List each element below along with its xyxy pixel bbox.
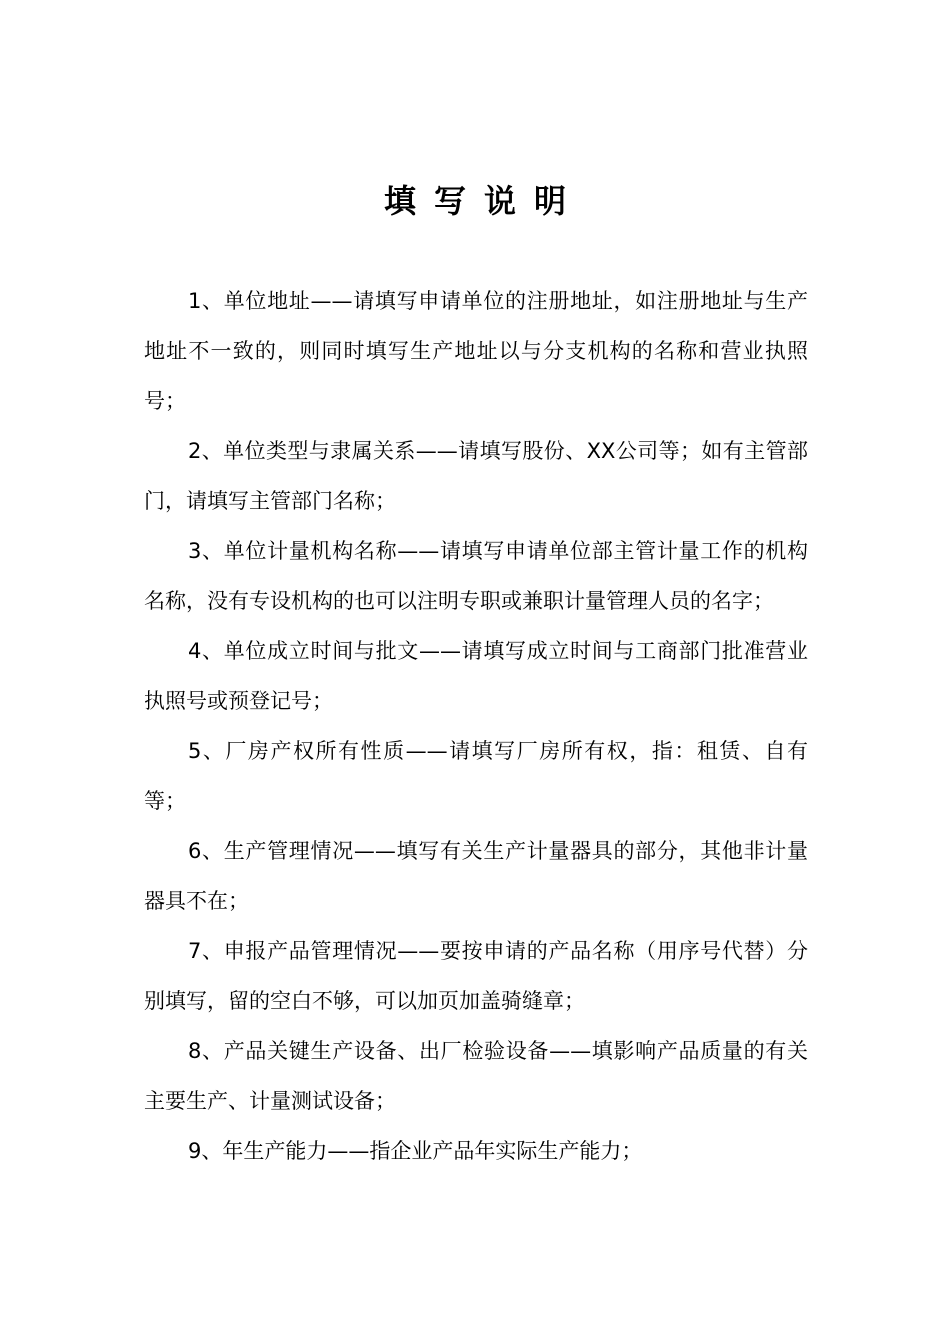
instruction-item-7: 7、申报产品管理情况——要按申请的产品名称（用序号代替）分别填写，留的空白不够，可以加页加盖骑缝章； [144,939,808,1013]
instruction-item-8: 8、产品关键生产设备、出厂检验设备——填影响产品质量的有关主要生产、计量测试设备； [144,1039,808,1113]
instruction-item-5: 5、厂房产权所有性质——请填写厂房所有权，指：租赁、自有等； [144,739,808,813]
instruction-item-6: 6、生产管理情况——填写有关生产计量器具的部分，其他非计量器具不在； [144,839,808,913]
instructions-list [144,276,808,1176]
page-title: 填写说明 [383,182,584,220]
instruction-item-9: 9、年生产能力——指企业产品年实际生产能力； [188,1139,643,1163]
instruction-item-1: 1、单位地址——请填写申请单位的注册地址，如注册地址与生产地址不一致的，则同时填写生产地址以与分支机构的名称和营业执照号； [144,289,808,413]
instruction-item-4: 4、单位成立时间与批文——请填写成立时间与工商部门批准营业执照号或预登记号； [144,639,808,713]
instruction-item-2: 2、单位类型与隶属关系——请填写股份、XX公司等；如有主管部门，请填写主管部门名称； [144,439,808,513]
instruction-item-3: 3、单位计量机构名称——请填写申请单位部主管计量工作的机构名称，没有专设机构的也可以注明专职或兼职计量管理人员的名字； [144,539,808,613]
